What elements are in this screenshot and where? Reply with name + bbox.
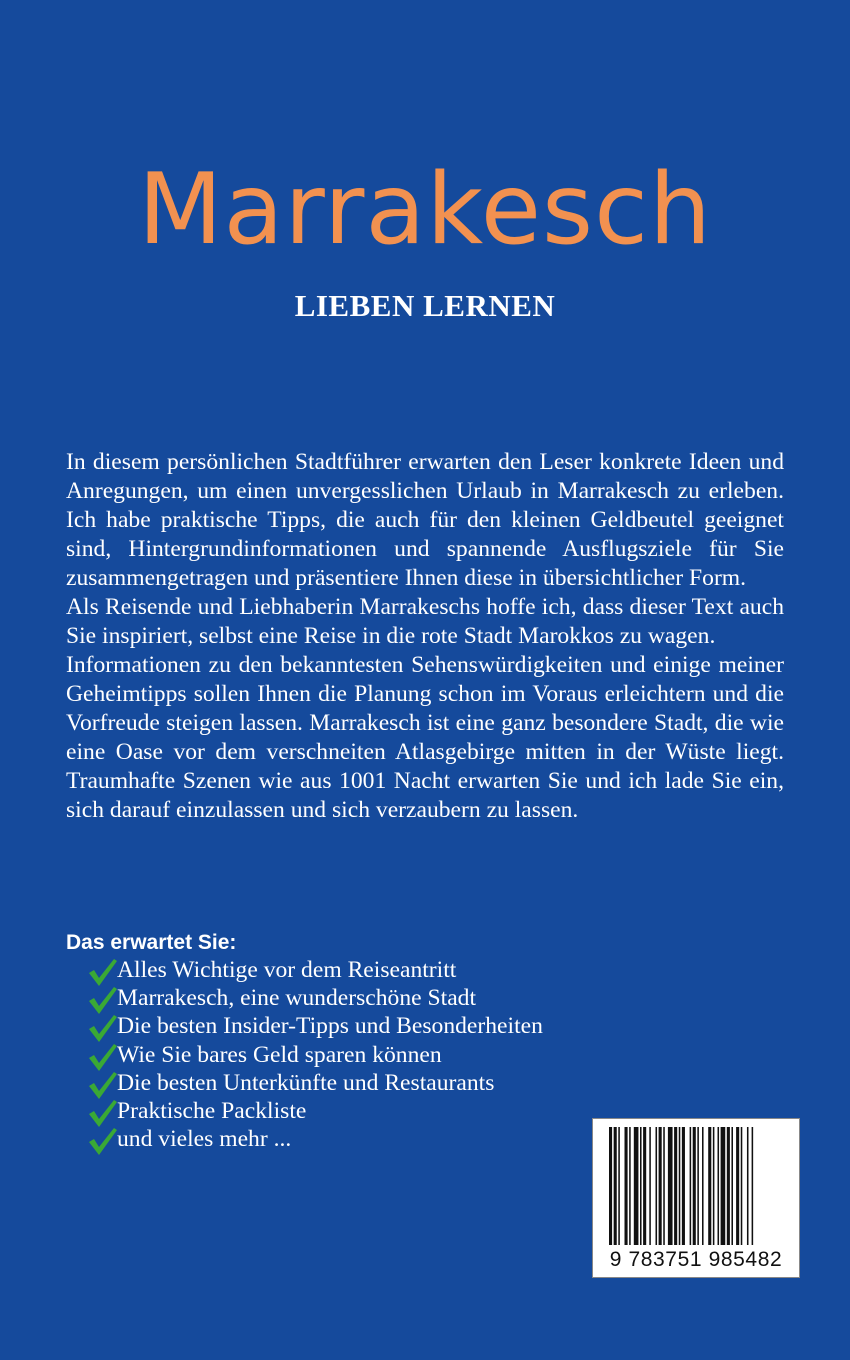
- feature-label: Praktische Packliste: [117, 1098, 307, 1125]
- list-item: [86, 1012, 543, 1040]
- list-item: [86, 1125, 543, 1153]
- barcode-bar: [663, 1127, 665, 1245]
- barcode-bar: [752, 1127, 754, 1245]
- blurb-paragraph: In diesem persönlichen Stadtführer erwarten den Leser konkrete Ideen und Anregungen, um einen unvergesslichen Urlaub in Marrakesch zu erleben. Ich habe praktische Tipps, die auch für den kleinen Geldbeutel geeignet sind, Hintergrundinformationen und spannende Ausflugsziele für Sie zusammengetragen und präsentiere Ihnen diese in übersichtlicher Form.: [66, 449, 784, 591]
- barcode-bar: [614, 1127, 617, 1245]
- barcode-bar: [659, 1127, 662, 1245]
- barcode-bar: [618, 1127, 620, 1245]
- features-list: [86, 956, 543, 1153]
- feature-label: und vieles mehr ...: [117, 1126, 292, 1153]
- barcode-bar: [708, 1127, 711, 1245]
- checkmark-icon: [86, 1097, 118, 1129]
- isbn-digits: 9 783751 985482: [609, 1248, 783, 1271]
- barcode-bar: [713, 1127, 715, 1245]
- barcode-bar: [656, 1127, 658, 1245]
- barcode-bar: [731, 1127, 733, 1245]
- barcode-bar: [682, 1127, 685, 1245]
- checkmark-icon: [86, 1012, 118, 1044]
- barcode-bar: [721, 1127, 726, 1245]
- barcode-bar: [727, 1127, 730, 1245]
- barcode-bar: [609, 1127, 612, 1245]
- barcode-bar: [693, 1127, 696, 1245]
- barcode-bar: [690, 1127, 692, 1245]
- barcode-bar: [674, 1127, 677, 1245]
- book-title: Marrakesch: [137, 153, 713, 267]
- blurb-paragraph: Als Reisende und Liebhaberin Marrakeschs hoffe ich, dass dieser Text auch Sie inspiriert, selbst eine Reise in die rote Stadt Marokkos zu wagen.: [66, 594, 784, 649]
- checkmark-icon: [86, 956, 118, 988]
- barcode-bar: [629, 1127, 631, 1245]
- book-subtitle: LIEBEN LERNEN: [294, 288, 556, 323]
- barcode-bar: [649, 1127, 651, 1245]
- blurb-paragraph: Informationen zu den bekanntesten Sehenswürdigkeiten und einige meiner Geheimtipps sollen Ihnen die Planung schon im Voraus erleichtern und die Vorfreude steigen lassen. Marrakesch ist eine ganz besondere Stadt, die wie eine Oase vor dem verschneiten Atlasgebirge mitten in der Wüste liegt. Traumhafte Szenen wie aus 1001 Nacht erwarten Sie und ich lade Sie ein, sich darauf einzulassen und sich verzaubern zu lassen.: [66, 652, 784, 823]
- barcode-bar: [634, 1127, 639, 1245]
- feature-label: Die besten Unterkünfte und Restaurants: [117, 1069, 495, 1096]
- barcode-bar: [702, 1127, 704, 1245]
- barcode-bar: [643, 1127, 646, 1245]
- feature-label: Wie Sie bares Geld sparen können: [117, 1041, 442, 1068]
- checkmark-icon: [86, 1125, 118, 1157]
- checkmark-icon: [86, 984, 118, 1016]
- blurb-text: [66, 448, 784, 825]
- checkmark-icon: [86, 1069, 118, 1101]
- barcode-bar: [697, 1127, 699, 1245]
- barcode-bar: [640, 1127, 642, 1245]
- feature-label: Die besten Insider-Tipps und Besonderheiten: [117, 1013, 543, 1040]
- features-heading: Das erwartet Sie:: [66, 931, 237, 954]
- feature-label: Marrakesch, eine wunderschöne Stadt: [117, 985, 477, 1012]
- checkmark-icon: [86, 1041, 118, 1073]
- barcode-bar: [668, 1127, 673, 1245]
- barcode-bar: [747, 1127, 749, 1245]
- barcode-bar: [718, 1127, 720, 1245]
- list-item: [86, 1041, 543, 1069]
- isbn-barcode: [592, 1118, 800, 1278]
- list-item: [86, 984, 543, 1012]
- barcode-bar: [679, 1127, 681, 1245]
- list-item: [86, 956, 543, 984]
- barcode-bar: [736, 1127, 739, 1245]
- barcode-bar: [741, 1127, 743, 1245]
- feature-label: Alles Wichtige vor dem Reiseantritt: [117, 957, 457, 983]
- barcode-bar: [625, 1127, 628, 1245]
- list-item: [86, 1069, 543, 1097]
- list-item: [86, 1097, 543, 1125]
